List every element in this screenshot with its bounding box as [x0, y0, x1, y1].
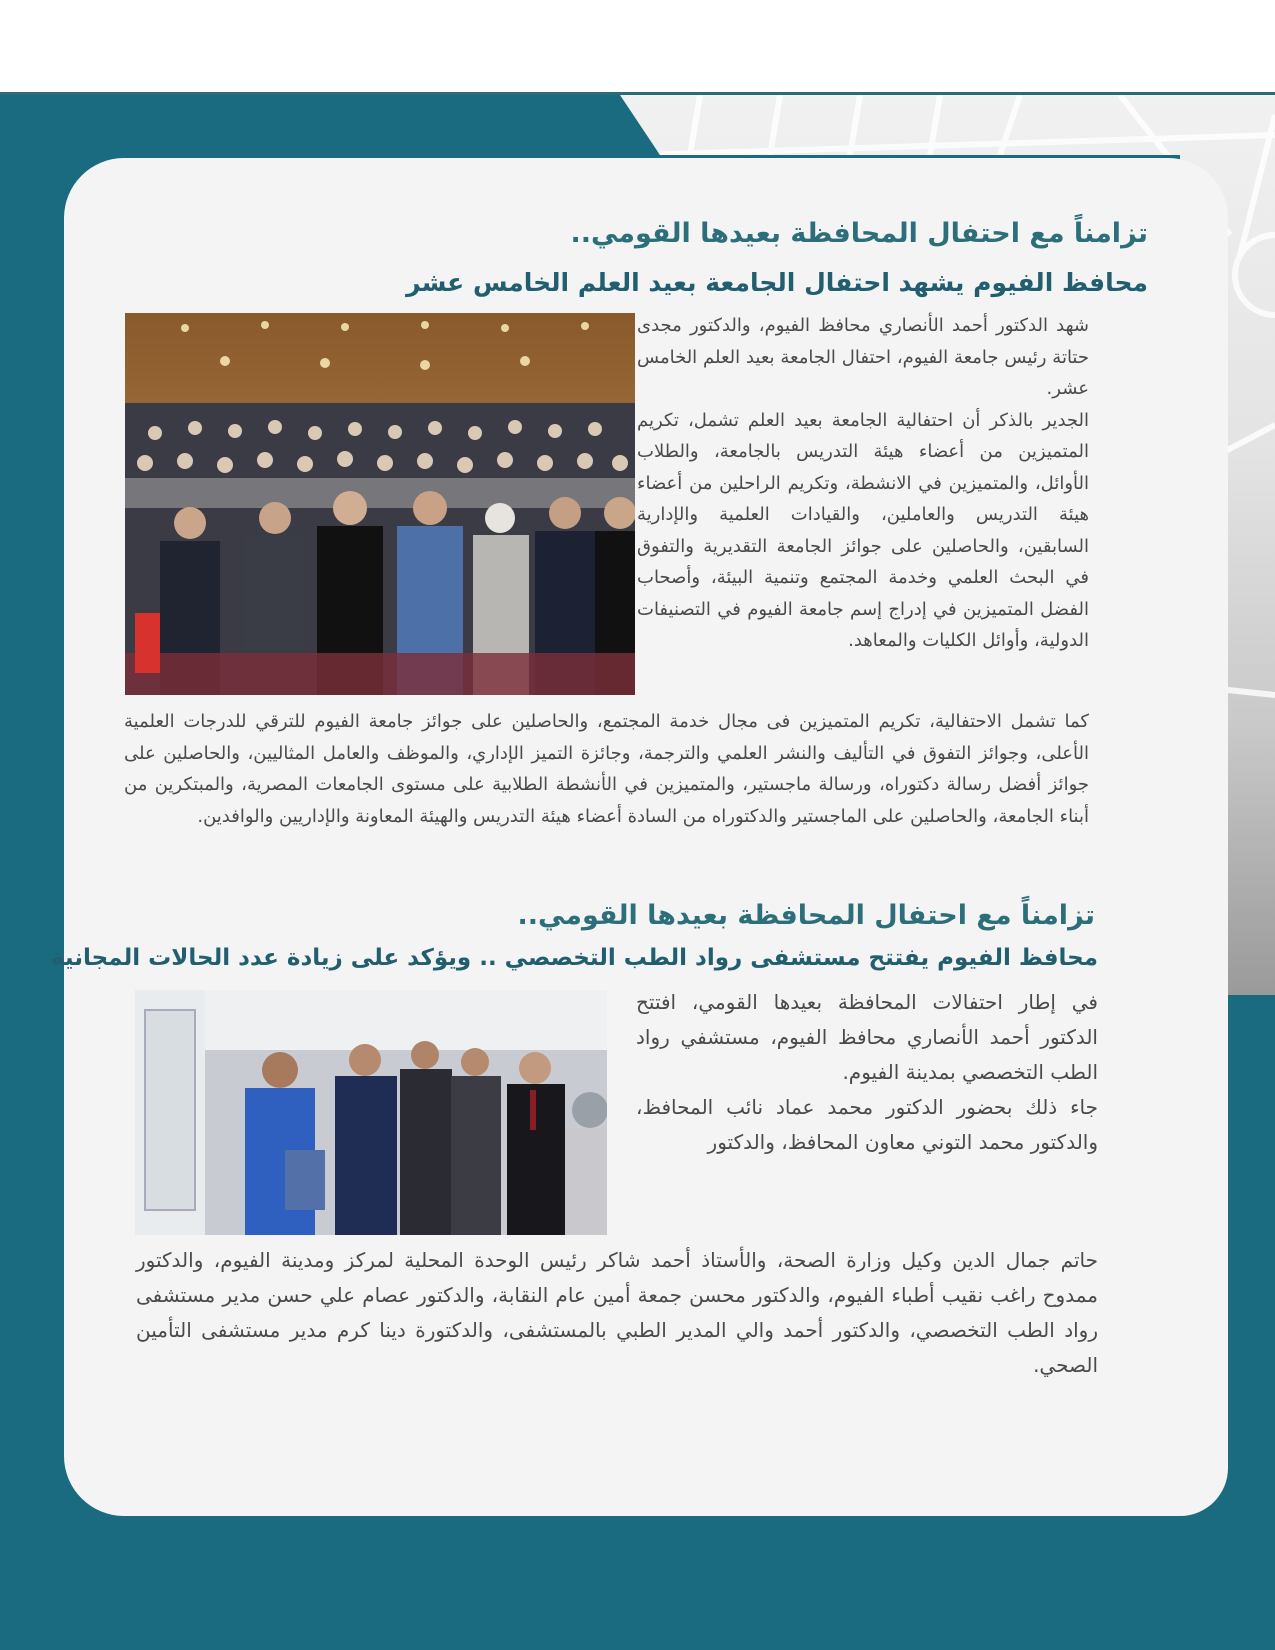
article1-paragraph-1: شهد الدكتور أحمد الأنصاري محافظ الفيوم، والدكتور مجدى حتاتة رئيس جامعة الفيوم، احتفال الجامعة بعيد العلم الخامس عشر. [637, 315, 1089, 399]
article1-kicker: تزامناً مع احتفال المحافظة بعيدها القومي.. [570, 218, 1148, 249]
article2-paragraph-1: في إطار احتفالات المحافظة بعيدها القومي، افتتح الدكتور أحمد الأنصاري محافظ الفيوم، مستشفي رواد الطب التخصصي بمدينة الفيوم. [636, 990, 1098, 1084]
article1-full-text [124, 706, 1089, 832]
article2-full-text [136, 1243, 1098, 1383]
article1-headline: محافظ الفيوم يشهد احتفال الجامعة بعيد العلم الخامس عشر [406, 268, 1148, 297]
article2-paragraph-3: حاتم جمال الدين وكيل وزارة الصحة، والأستاذ أحمد شاكر رئيس الوحدة المحلية لمركز ومدينة الفيوم، والدكتور ممدوح راغب نقيب أطباء الفيوم، والدكتور محسن جمعة أمين عام النقابة، والدكتور عصام علي حسن مدير مستشفى رواد الطب التخصصي، والدكتور أحمد والي المدير الطبي بالمستشفى، والدكتورة دينا كرم مدير مستشفى التأمين الصحي. [136, 1248, 1098, 1377]
hospital-visit-illustration [135, 990, 607, 1235]
article2-photo [135, 990, 607, 1235]
article1-paragraph-3: كما تشمل الاحتفالية، تكريم المتميزين فى مجال خدمة المجتمع، والحاصلين على جوائز جامعة الفيوم للترقي للدرجات العلمية الأعلى، وجوائز التفوق في التأليف والنشر العلمي والترجمة، وجائزة التميز الإداري، والموظف والعامل المثاليين، والحاصلين على جوائز أفضل رسالة دكتوراه، ورسالة ماجستير، والمتميزين في الأنشطة الطلابية على مستوى الجامعات المصرية، والمبتكرين من أبناء الجامعة، والحاصلين على الماجستير والدكتوراه من السادة أعضاء هيئة التدريس والهيئة المعاونة والإداريين والوافدين. [124, 711, 1089, 827]
article1-paragraph-2: الجدير بالذكر أن احتفالية الجامعة بعيد العلم تشمل، تكريم المتميزين من أعضاء هيئة التدريس بالجامعة، والطلاب الأوائل، والمتميزين في الانشطة، وتكريم الراحلين من أعضاء هيئة التدريس والعاملين، والقيادات العلمية والإدارية السابقين، والحاصلين على جوائز الجامعة التقديرية والتفوق في البحث العلمي وخدمة المجتمع وتنمية البيئة، وأصحاب الفضل المتميزين في إدراج إسم جامعة الفيوم في التصنيفات الدولية، وأوائل الكليات والمعاهد. [637, 409, 1089, 651]
ceremony-photo-illustration [125, 313, 635, 695]
top-border-line [0, 92, 1275, 95]
article2-kicker: تزامناً مع احتفال المحافظة بعيدها القومي.. [517, 900, 1095, 931]
article2-headline: محافظ الفيوم يفتتح مستشفى رواد الطب التخصصي .. ويؤكد على زيادة عدد الحالات المجانية [50, 945, 1098, 971]
article1-side-text [637, 310, 1089, 657]
article2-paragraph-2: جاء ذلك بحضور الدكتور محمد عماد نائب المحافظ، والدكتور محمد التوني معاون المحافظ، والدكتور [636, 1095, 1098, 1154]
article1-photo [125, 313, 635, 695]
article2-side-text [636, 985, 1098, 1160]
